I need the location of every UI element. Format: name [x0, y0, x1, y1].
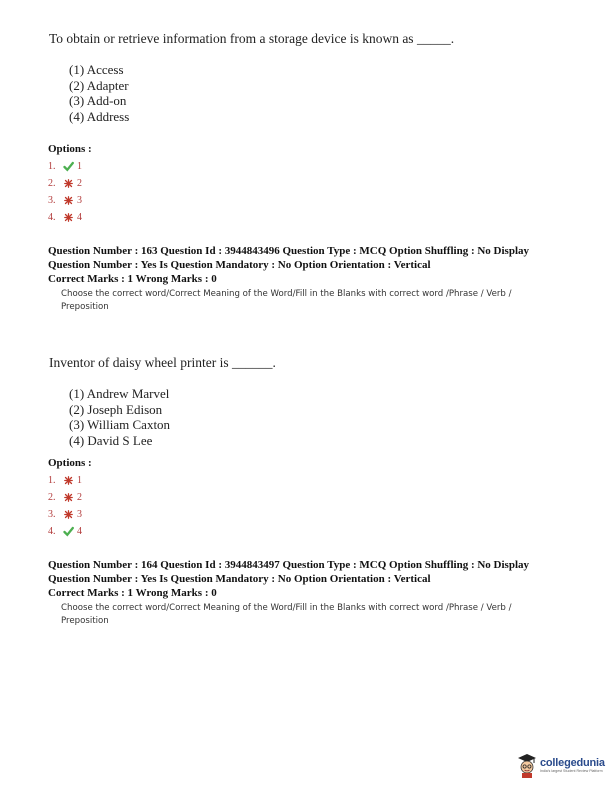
question-meta [48, 559, 529, 601]
option-row [48, 158, 82, 175]
choice-item: (1) Andrew Marvel [69, 386, 170, 401]
meta-line: Question Number : Yes Is Question Mandatory : No Option Orientation : Vertical [48, 258, 431, 271]
option-number: 3. [48, 509, 56, 520]
question-meta [48, 245, 529, 287]
option-row [48, 472, 82, 489]
option-number: 3. [48, 195, 56, 206]
cross-icon [63, 212, 74, 223]
option-number: 2. [48, 492, 56, 503]
option-number: 4. [48, 212, 56, 223]
meta-line: Question Number : 163 Question Id : 3944843496 Question Type : MCQ Option Shuffling : No Display [48, 245, 530, 257]
question-text: Inventor of daisy wheel printer is ______. [49, 355, 276, 370]
collegedunia-logo[interactable] [516, 752, 605, 778]
instruction-line: Preposition [61, 302, 109, 312]
cross-icon [63, 492, 74, 503]
option-number: 1. [48, 475, 56, 486]
option-value: 3 [77, 509, 82, 520]
option-value: 1 [77, 475, 82, 486]
instruction-line: Choose the correct word/Correct Meaning of the Word/Fill in the Blanks with correct word /Phrase / Verb / [61, 289, 512, 299]
options-heading: Options : [48, 457, 92, 469]
option-value: 2 [77, 178, 82, 189]
cross-icon [63, 475, 74, 486]
options-list [48, 158, 82, 226]
option-row [48, 506, 82, 523]
option-row [48, 523, 82, 540]
check-icon [63, 161, 74, 172]
choice-item: (2) Adapter [69, 77, 129, 93]
marks-line: Correct Marks : 1 Wrong Marks : 0 [48, 587, 217, 599]
logo-text [540, 757, 605, 773]
choice-item: (4) Address [69, 108, 130, 124]
brand-name: collegedunia [540, 757, 605, 769]
option-row [48, 209, 82, 226]
choice-item: (2) Joseph Edison [69, 401, 163, 417]
instruction-line: Choose the correct word/Correct Meaning of the Word/Fill in the Blanks with correct word /Phrase / Verb / [61, 603, 512, 613]
cross-icon [63, 509, 74, 520]
choice-item: (3) William Caxton [69, 417, 171, 432]
option-row [48, 192, 82, 209]
choice-list [69, 62, 129, 124]
question-text: To obtain or retrieve information from a storage device is known as _____. [49, 31, 455, 46]
option-value: 2 [77, 492, 82, 503]
meta-line: Question Number : Yes Is Question Mandatory : No Option Orientation : Vertical [48, 572, 431, 585]
option-row [48, 175, 82, 192]
meta-line: Question Number : 164 Question Id : 3944843497 Question Type : MCQ Option Shuffling : No Display [48, 559, 530, 571]
option-value: 3 [77, 195, 82, 206]
options-heading: Options : [48, 143, 92, 155]
option-number: 2. [48, 178, 56, 189]
instruction-text [61, 288, 512, 314]
instruction-line: Preposition [61, 616, 109, 626]
choice-list [69, 386, 170, 448]
option-row [48, 489, 82, 506]
check-icon [63, 526, 74, 537]
option-value: 4 [77, 212, 82, 223]
option-number: 4. [48, 526, 56, 537]
option-number: 1. [48, 161, 56, 172]
brand-tagline: India's largest Student Review Platform [540, 769, 603, 773]
option-value: 4 [77, 526, 82, 537]
mascot-icon [516, 752, 538, 778]
cross-icon [63, 195, 74, 206]
choice-item: (3) Add-on [69, 93, 127, 108]
choice-item: (4) David S Lee [69, 432, 153, 448]
options-list [48, 472, 82, 540]
option-value: 1 [77, 161, 82, 172]
instruction-text [61, 602, 512, 628]
choice-item: (1) Access [69, 62, 124, 77]
marks-line: Correct Marks : 1 Wrong Marks : 0 [48, 273, 217, 285]
cross-icon [63, 178, 74, 189]
